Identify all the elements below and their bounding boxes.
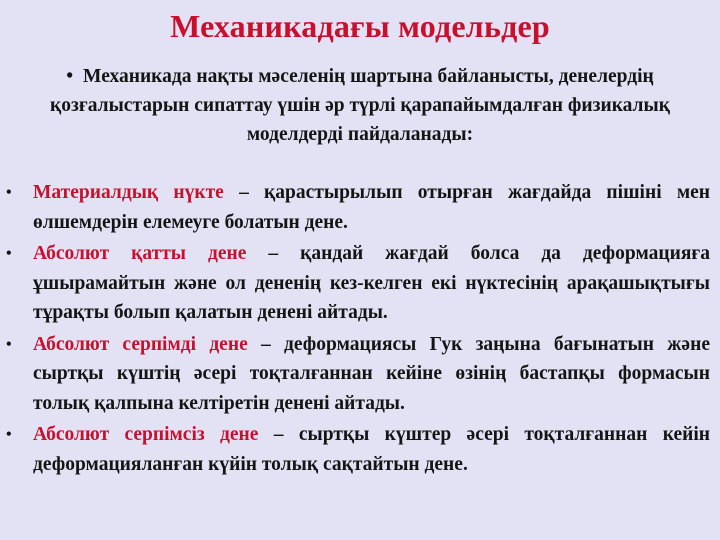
definition-term: Абсолют серпімсіз дене	[33, 424, 259, 445]
list-item	[0, 330, 720, 419]
bullet-icon: •	[6, 335, 12, 353]
bullet-icon: •	[66, 66, 74, 87]
definition-term: Материалдық нүкте	[33, 182, 224, 203]
intro-text: Механикада нақты мәселенің шартына байланысты, денелердің қозғалыстарын сипаттау үшін әр түрлі қарапайымдалған физикалық моделдерді пайдаланады:	[50, 66, 670, 145]
definitions-list	[0, 178, 720, 481]
bullet-icon: •	[6, 245, 12, 262]
definition-text: – деформациясы Гук заңына бағынатын және сыртқы күштің әсері тоқталғаннан кейіне өзінің бастапқы формасын толық қалпына келтіретін денені айтады.	[33, 333, 710, 414]
list-item	[0, 239, 720, 328]
bullet-icon: •	[6, 184, 12, 201]
slide-title: Механикадағы модельдер	[170, 8, 550, 44]
definition-term: Абсолют қатты дене	[33, 243, 247, 264]
intro-paragraph	[40, 62, 680, 149]
definition-text: – қандай жағдай болса да деформацияға ұшырамайтын және ол дененің кез-келген екі нүктесінің арақашықтығы тұрақты болып қалатын денені айтады.	[33, 243, 710, 323]
definition-text: – қарастырылып отырған жағдайда пішіні мен өлшемдерін елемеуге болатын дене.	[33, 182, 711, 233]
bullet-icon: •	[6, 426, 12, 443]
list-item	[0, 178, 720, 237]
definition-text: – сыртқы күштер әсері тоқталғаннан кейін деформацияланған күйін толық сақтайтын дене.	[33, 424, 710, 475]
definition-term: Абсолют серпімді дене	[33, 333, 248, 355]
list-item	[0, 420, 720, 479]
